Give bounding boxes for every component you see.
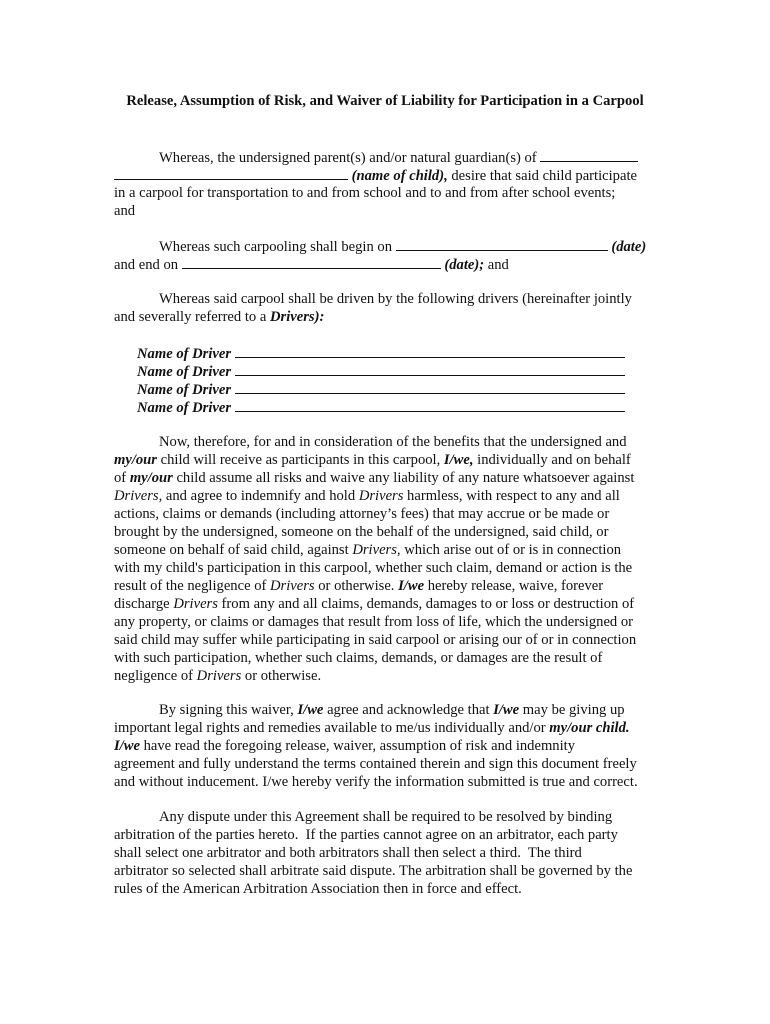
p6-line-5: rules of the American Arbitration Association then in force and effect.: [114, 881, 522, 897]
p6-line-1: Any dispute under this Agreement shall be required to be resolved by binding: [159, 809, 613, 825]
document-title: Release, Assumption of Risk, and Waiver of Liability for Participation in a Carpool: [126, 93, 644, 109]
begin-date-blank[interactable]: [396, 237, 608, 251]
driver-3-blank[interactable]: [235, 380, 625, 394]
child-name-blank-2[interactable]: [114, 166, 348, 180]
driver-1-row: Name of Driver: [137, 344, 625, 363]
p4-line-5: actions, claims or demands (including attorney’s fees) that may accrue or be made or: [114, 506, 610, 522]
driver-4-blank[interactable]: [235, 398, 625, 412]
p4-line-11: any property, or claims or damages that result from loss of life, which the undersigned or: [114, 614, 634, 630]
p2-line-2: and end on (date); and: [114, 257, 509, 273]
p5-line-2: important legal rights and remedies available to me/us individually and/or my/our child.: [114, 720, 630, 736]
p5-line-4: agreement and fully understand the terms contained therein and sign this document freely: [114, 756, 637, 772]
driver-3-row: Name of Driver: [137, 380, 625, 399]
p1-line-4: and: [114, 203, 136, 219]
p4-line-9: result of the negligence of Drivers or otherwise. I/we hereby release, waive, forever: [114, 578, 604, 594]
p4-line-6: brought by the undersigned, someone on the behalf of the undersigned, said child, or: [114, 524, 609, 540]
p5-line-5: and without inducement. I/we hereby verify the information submitted is true and correct.: [114, 774, 638, 790]
p3-line-1: Whereas said carpool shall be driven by the following drivers (hereinafter jointly: [159, 291, 632, 307]
p4-line-14: negligence of Drivers or otherwise.: [114, 668, 322, 684]
driver-2-row: Name of Driver: [137, 362, 625, 381]
p4-line-2: my/our child will receive as participants in this carpool, I/we, individually and on behalf: [114, 452, 631, 468]
p1-line-2: (name of child), desire that said child participate: [114, 166, 637, 185]
child-name-blank[interactable]: [540, 148, 638, 162]
p6-line-3: shall select one arbitrator and both arbitrators shall then select a third. The third: [114, 845, 582, 861]
p5-line-1: By signing this waiver, I/we agree and acknowledge that I/we may be giving up: [159, 702, 625, 718]
driver-2-blank[interactable]: [235, 362, 625, 376]
p4-line-10: discharge Drivers from any and all claims, demands, damages to or loss or destruction of: [114, 596, 635, 612]
driver-4-row: Name of Driver: [137, 398, 625, 417]
p4-line-3: of my/our child assume all risks and waive any liability of any nature whatsoever against: [114, 470, 635, 486]
p4-line-13: with such participation, whether such claims, demands, or damages are the result of: [114, 650, 603, 666]
p4-line-12: said child may suffer while participating in said carpool or arising our of or in connection: [114, 632, 637, 648]
p6-line-4: arbitrator so selected shall arbitrate said dispute. The arbitration shall be governed by the: [114, 863, 633, 879]
p3-line-2: and severally referred to a Drivers):: [114, 309, 325, 325]
end-date-blank[interactable]: [182, 255, 441, 269]
driver-1-blank[interactable]: [235, 344, 625, 358]
p4-line-4: Drivers, and agree to indemnify and hold Drivers harmless, with respect to any and all: [114, 488, 620, 504]
p5-line-3: I/we have read the foregoing release, waiver, assumption of risk and indemnity: [114, 738, 576, 754]
p4-line-1: Now, therefore, for and in consideration of the benefits that the undersigned and: [159, 434, 627, 450]
p4-line-8: with my child's participation in this carpool, whether such claim, demand or action is the: [114, 560, 633, 576]
p4-line-7: someone on behalf of said child, against Drivers, which arise out of or is in connection: [114, 542, 622, 558]
p1-line-1: Whereas, the undersigned parent(s) and/or natural guardian(s) of: [159, 148, 638, 167]
p2-line-1: Whereas such carpooling shall begin on (date): [159, 239, 647, 255]
p6-line-2: arbitration of the parties hereto. If the parties cannot agree on an arbitrator, each party: [114, 827, 618, 843]
p1-line-3: in a carpool for transportation to and from school and to and from after school events;: [114, 185, 616, 201]
